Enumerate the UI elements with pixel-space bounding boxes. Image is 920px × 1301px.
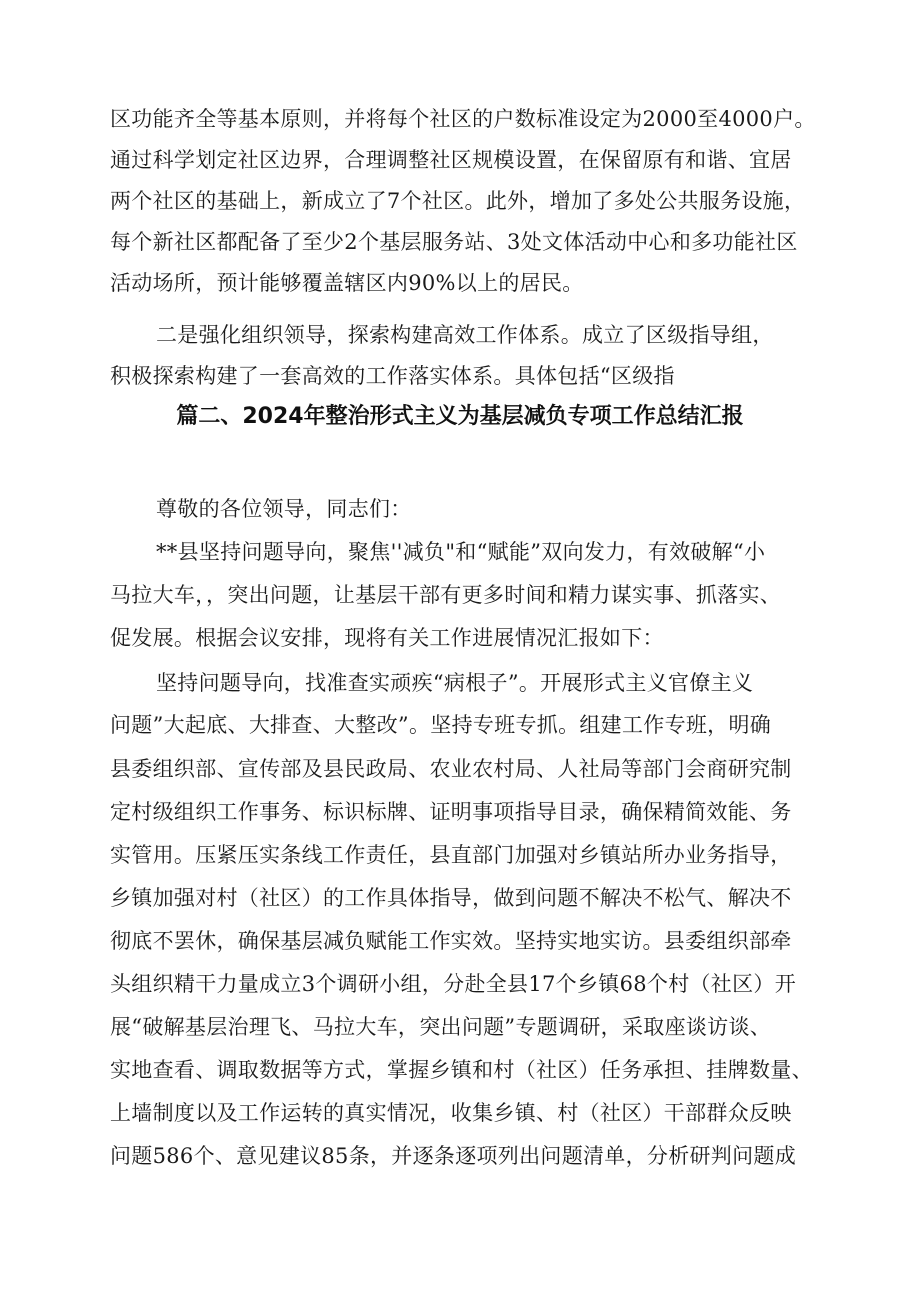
paragraph-line: 积极探索构建了一套高效的工作落实体系。具体包括“区级指 [110,364,675,388]
paragraph-line: 区功能齐全等基本原则，并将每个社区的户数标准设定为2000至4000户。 [110,107,816,131]
paragraph-line: 实地查看、调取数据等方式，掌握乡镇和村（社区）任务承担、挂牌数量、 [110,1058,813,1082]
salutation: 尊敬的各位领导，同志们： [156,497,412,521]
paragraph-line: 定村级组织工作事务、标识标牌、证明事项指导目录，确保精简效能、务 [110,800,792,824]
paragraph-line: 问题”大起底、大排查、大整改”。坚持专班专抓。组建工作专班，明确 [110,713,772,737]
paragraph-line: 通过科学划定社区边界，合理调整社区规模设置，在保留原有和谐、宜居 [110,148,792,172]
paragraph-line: 两个社区的基础上，新成立了7个社区。此外，增加了多处公共服务设施， [110,189,806,213]
paragraph-line: 坚持问题导向，找准查实顽疾“病根子”。开展形式主义官僚主义 [156,671,754,695]
section-title: 篇二、2024年整治形式主义为基层减负专项工作总结汇报 [176,404,744,429]
paragraph-line: 活动场所，预计能够覆盖辖区内90%以上的居民。 [110,271,584,295]
paragraph-line: 县委组织部、宣传部及县民政局、农业农村局、人社局等部门会商研究制 [110,757,792,781]
paragraph-line: 每个新社区都配备了至少2个基层服务站、3处文体活动中心和多功能社区 [110,230,798,254]
paragraph-line: 头组织精干力量成立3个调研小组，分赴全县17个乡镇68个村（社区）开 [110,972,797,996]
paragraph-line: 乡镇加强对村（社区）的工作具体指导，做到问题不解决不松气、解决不 [110,886,792,910]
paragraph-line: 马拉大车，，突出问题，让基层干部有更多时间和精力谋实事、抓落实、 [110,583,782,607]
paragraph-line: 二是强化组织领导，探索构建高效工作体系。成立了区级指导组， [156,323,774,347]
paragraph-line: 上墙制度以及工作运转的真实情况，收集乡镇、村（社区）干部群众反映 [110,1101,792,1125]
paragraph-line: 实管用。压紧压实条线工作责任，县直部门加强对乡镇站所办业务指导， [110,843,792,867]
paragraph-line: **县坚持问题导向，聚焦''减负"和“赋能”双向发力，有效破解“小 [156,540,766,564]
paragraph-line: 问题586个、意见建议85条，并逐条逐项列出问题清单，分析研判问题成 [110,1144,797,1168]
paragraph-line: 彻底不罢休，确保基层减负赋能工作实效。坚持实地实访。县委组织部牵 [110,929,792,953]
paragraph-line: 展“破解基层治理飞、马拉大车，突出问题”专题调研，采取座谈访谈、 [110,1015,772,1039]
paragraph-line: 促发展。根据会议安排，现将有关工作进展情况汇报如下： [110,626,664,650]
